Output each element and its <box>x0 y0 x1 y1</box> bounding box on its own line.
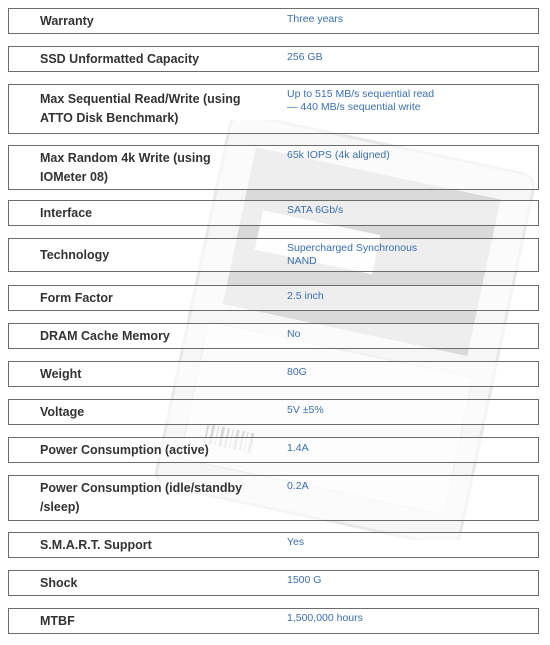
spec-label: Warranty <box>40 13 94 28</box>
spec-value: 5V ±5% <box>287 404 324 416</box>
spec-label: Voltage <box>40 404 85 419</box>
spec-label: Power Consumption (active) <box>40 442 209 457</box>
spec-value: No <box>287 328 301 340</box>
spec-label: Weight <box>40 366 82 381</box>
spec-row-random-4k <box>8 145 539 190</box>
spec-value: Up to 515 MB/s sequential read — 440 MB/s sequential write <box>287 88 435 113</box>
spec-row-technology <box>8 238 539 272</box>
spec-row-interface <box>8 200 539 226</box>
spec-value: 1500 G <box>287 574 322 586</box>
spec-value: Yes <box>287 536 305 548</box>
spec-label: DRAM Cache Memory <box>40 328 170 343</box>
spec-label: Shock <box>40 575 78 590</box>
spec-label: Power Consumption (idle/standby /sleep) <box>40 481 243 514</box>
spec-row-warranty <box>8 8 539 34</box>
spec-label: MTBF <box>40 613 75 628</box>
spec-row-dram-cache <box>8 323 539 349</box>
spec-row-power-idle <box>8 475 539 521</box>
spec-value: 2.5 inch <box>287 290 324 302</box>
spec-label: Max Random 4k Write (using IOMeter 08) <box>40 150 211 184</box>
spec-value: Three years <box>287 13 344 25</box>
spec-value: 0.2A <box>287 480 309 492</box>
spec-row-capacity <box>8 46 539 72</box>
spec-label: S.M.A.R.T. Support <box>40 537 152 552</box>
spec-row-shock <box>8 570 539 596</box>
spec-row-smart <box>8 532 539 558</box>
spec-label: Interface <box>40 205 93 220</box>
spec-row-voltage <box>8 399 539 425</box>
spec-row-mtbf <box>8 608 539 634</box>
spec-value: 1.4A <box>287 442 309 454</box>
spec-value: SATA 6Gb/s <box>287 204 344 216</box>
spec-row-power-active <box>8 437 539 463</box>
spec-label: Form Factor <box>40 290 113 305</box>
spec-row-sequential <box>8 84 539 134</box>
spec-value: 65k IOPS (4k aligned) <box>287 149 390 161</box>
spec-value: 256 GB <box>287 51 323 63</box>
spec-label: SSD Unformatted Capacity <box>40 51 200 66</box>
spec-row-form-factor <box>8 285 539 311</box>
spec-label: Technology <box>40 247 110 262</box>
spec-label: Max Sequential Read/Write (using ATTO Disk Benchmark) <box>40 92 241 125</box>
spec-value: 80G <box>287 366 307 378</box>
spec-row-weight <box>8 361 539 387</box>
spec-value: Supercharged Synchronous NAND <box>287 242 418 267</box>
spec-value: 1,500,000 hours <box>287 612 363 624</box>
